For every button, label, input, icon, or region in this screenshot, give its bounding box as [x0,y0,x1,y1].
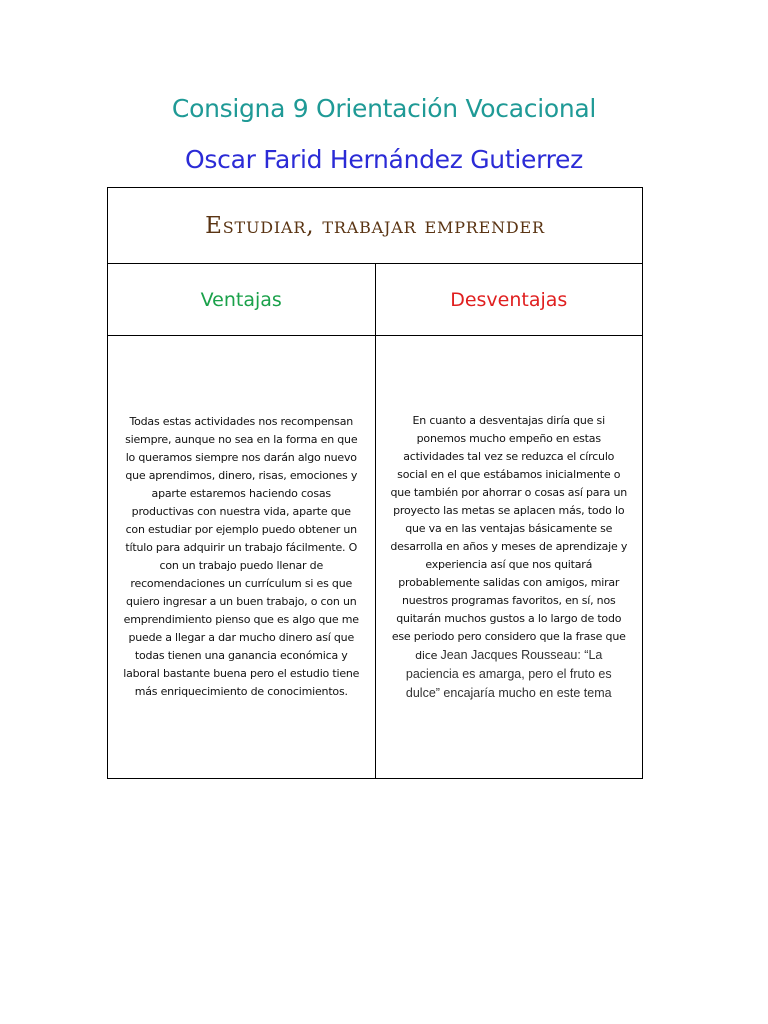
comparison-table [107,187,643,779]
desventajas-cell [375,336,643,779]
table-heading-cell [108,188,643,264]
column-header-ventajas [108,264,376,336]
author-name: Oscar Farid Hernández Gutierrez [185,145,583,174]
ventajas-label: Ventajas [200,288,282,311]
rousseau-quote: Jean Jacques Rousseau: “La paciencia es amarga, pero el fruto es dulce” encajaría mucho en este tema [405,647,612,700]
desventajas-paragraph [376,412,643,703]
ventajas-text: Todas estas actividades nos recompensan siempre, aunque no sea en la forma en que lo queramos siempre nos darán algo nuevo que aprendimos, dinero, risas, emociones y aparte estaremos haciendo cosas productivas con nuestra vida, aparte que con estudiar por ejemplo puedo obtener un título para adquirir un trabajo fácilmente. O con un trabajo puedo llenar de recomendaciones un currículum si es que quiero ingresar a un buen trabajo, o con un emprendimiento pienso que es algo que me puede a llegar a dar mucho dinero así que todas tienen una ganancia económica y laboral bastante buena pero el estudio tiene más enriquecimiento de conocimientos. [123,415,360,698]
desventajas-label: Desventajas [450,288,568,311]
desventajas-text: En cuanto a desventajas diría que si ponemos mucho empeño en estas actividades tal vez se reduzca el círculo social en el que estábamos inicialmente o que también por ahorrar o cosas así para un proyecto las metas se aplacen más, todo lo que va en las ventajas básicamente se desarrolla en años y meses de aprendizaje y experiencia así que nos quitará probablemente salidas con amigos, mirar nuestros programas favoritos, en sí, nos quitarán muchos gustos a lo largo de todo ese periodo pero considero que la frase que dice [390,413,628,662]
document-title: Consigna 9 Orientación Vocacional [171,94,597,123]
column-header-desventajas [375,264,643,336]
ventajas-cell [108,336,376,779]
table-heading: Estudiar, trabajar emprender [205,212,545,239]
